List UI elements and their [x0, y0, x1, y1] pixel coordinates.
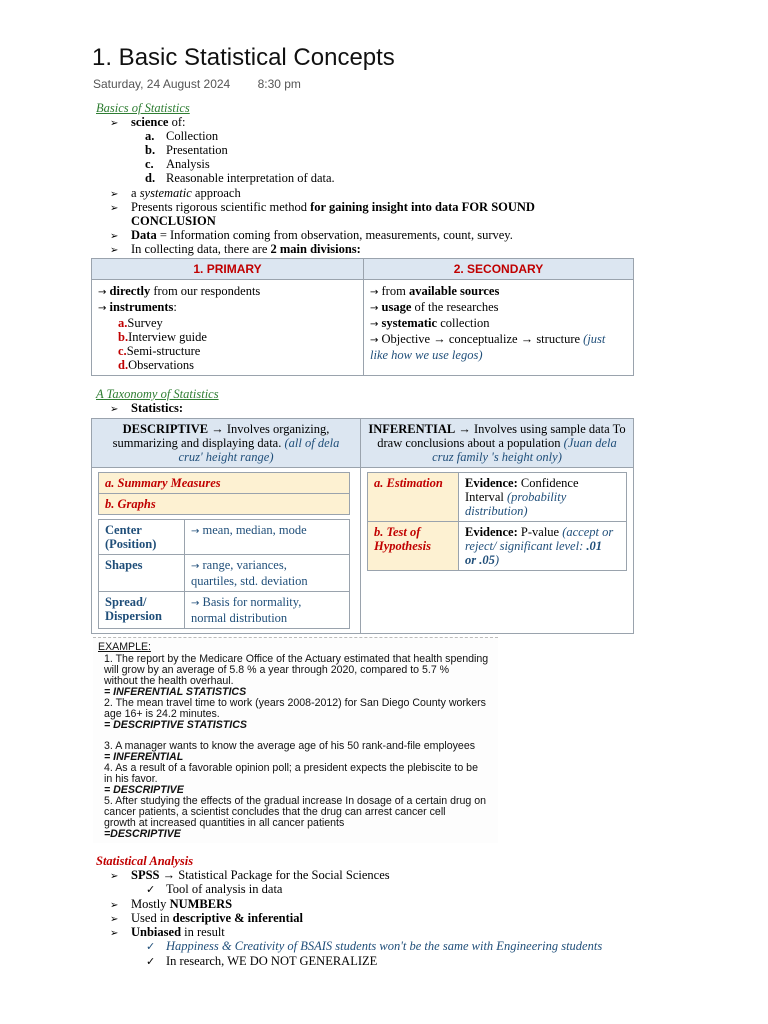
table-row: [99, 520, 350, 555]
list-item-text: Reasonable interpretation of data.: [166, 171, 335, 185]
table-row: [368, 522, 627, 571]
graphs-label: b. Graphs: [99, 494, 350, 515]
bullet-arrow-icon: ➢: [110, 189, 119, 200]
measure-label: Spread/ Dispersion: [99, 592, 185, 629]
spss-text: SPSS → Statistical Package for the Social Sciences: [131, 868, 390, 882]
statistics-label: Statistics:: [131, 401, 184, 415]
example-line: cancer patients, a scientist concludes that the drug can arrest cancer cell: [104, 806, 446, 818]
table-row: [368, 473, 627, 522]
check-icon: ✓: [146, 940, 156, 953]
bullet-arrow-icon: ➢: [110, 203, 119, 214]
list-item-text: Analysis: [166, 157, 210, 171]
example-line: growth at increased quantities in all cancer patients: [104, 817, 345, 829]
taxonomy-table: [91, 418, 634, 634]
bullet-arrow-icon: ➢: [110, 900, 119, 911]
measures-table: [98, 519, 350, 629]
bullet-arrow-icon: ➢: [110, 231, 119, 242]
list-item: a.: [145, 129, 155, 143]
descriptive-cell: DESCRIPTIVE → Involves organizing, summarizing and displaying data. (all of dela cruz' height range): [92, 419, 361, 468]
divisions-table: [91, 258, 634, 376]
example-line: in his favor.: [104, 773, 158, 785]
example-line: will grow by an average of 5.8 % a year through 2020, compared to 5.7 %: [104, 664, 450, 676]
unbiased-text: Unbiased in result: [131, 925, 225, 939]
date: Saturday, 24 August 2024: [93, 77, 231, 91]
systematic-text: a systematic approach: [131, 186, 241, 200]
example-line: 4. As a result of a favorable opinion poll; a president expects the plebiscite to be: [104, 762, 478, 774]
example-line: 1. The report by the Medicare Office of the Actuary estimated that health spending: [104, 653, 489, 665]
example-answer: = INFERENTIAL: [104, 751, 184, 763]
secondary-cell: → from available sources → usage of the researches → systematic collection → Objective → conceptualize → structure (just like how we use legos): [364, 280, 634, 376]
collect-text: In collecting data, there are 2 main divisions:: [131, 242, 361, 256]
bullet-arrow-icon: ➢: [110, 118, 119, 129]
primary-cell: → directly from our respondents → instruments: a.Survey b.Interview guide c.Semi-structure d.Observations: [92, 280, 364, 376]
table-row: [99, 555, 350, 592]
descriptive-detail-cell: [92, 468, 361, 634]
measure-value: → mean, median, mode: [185, 520, 350, 555]
section-heading-analysis: Statistical Analysis: [96, 854, 194, 868]
summary-table: [98, 472, 350, 515]
example-answer: = DESCRIPTIVE: [104, 784, 184, 796]
inferential-cell: INFERENTIAL → Involves using sample data To draw conclusions about a population (Juan dela cruz family 's height only): [361, 419, 634, 468]
bullet-arrow-icon: ➢: [110, 404, 119, 415]
example-heading: EXAMPLE:: [98, 641, 151, 653]
presents-text: Presents rigorous scientific method for gaining insight into data FOR SOUND: [131, 200, 535, 214]
section-heading-basics: Basics of Statistics: [96, 101, 190, 115]
inferential-table: [367, 472, 627, 571]
tool-text: Tool of analysis in data: [166, 882, 283, 896]
inferential-detail-cell: [361, 468, 634, 634]
measure-label: Center (Position): [99, 520, 185, 555]
example-answer: =DESCRIPTIVE: [104, 828, 181, 840]
used-text: Used in descriptive & inferential: [131, 911, 303, 925]
measure-value: → Basis for normality, normal distribution: [185, 592, 350, 629]
page-title: 1. Basic Statistical Concepts: [92, 44, 395, 71]
primary-header: 1. PRIMARY: [92, 259, 364, 280]
list-item: b.: [145, 143, 156, 157]
estimation-label: a. Estimation: [368, 473, 459, 522]
bullet-arrow-icon: ➢: [110, 928, 119, 939]
bullet-arrow-icon: ➢: [110, 245, 119, 256]
time: 8:30 pm: [257, 77, 301, 91]
list-item-text: Presentation: [166, 143, 228, 157]
measure-value: → range, variances, quartiles, std. deviation: [185, 555, 350, 592]
bullet-arrow-icon: ➢: [110, 871, 119, 882]
happiness-text: Happiness & Creativity of BSAIS students won't be the same with Engineering students: [166, 939, 603, 953]
test-evidence: Evidence: P-value (accept or reject/ significant level: .01 or .05): [459, 522, 627, 571]
check-icon: ✓: [146, 883, 156, 896]
data-definition: Data = Information coming from observation, measurements, count, survey.: [131, 228, 513, 242]
test-hypothesis-label: b. Test of Hypothesis: [368, 522, 459, 571]
list-item: c.: [145, 157, 154, 171]
science-text: science of:: [131, 115, 186, 129]
presents-text-cont: CONCLUSION: [131, 214, 216, 228]
measure-label: Shapes: [99, 555, 185, 592]
list-item: d.: [145, 171, 156, 185]
list-item-text: Collection: [166, 129, 219, 143]
secondary-header: 2. SECONDARY: [364, 259, 634, 280]
bullet-science: [110, 115, 118, 131]
table-row: [99, 592, 350, 629]
example-line: 3. A manager wants to know the average age of his 50 rank-and-file employees: [104, 740, 476, 752]
summary-measures-label: a. Summary Measures: [99, 473, 350, 494]
example-answer: = INFERENTIAL STATISTICS: [104, 686, 247, 698]
section-heading-taxonomy: A Taxonomy of Statistics: [96, 387, 219, 401]
example-line: 5. After studying the effects of the gradual increase In dosage of a certain drug on: [104, 795, 487, 807]
example-answer: = DESCRIPTIVE STATISTICS: [104, 719, 247, 731]
example-line: age 16+ is 24.2 minutes.: [104, 708, 220, 720]
page-meta: [93, 77, 325, 91]
example-line: without the health overhaul.: [104, 675, 234, 687]
example-line: 2. The mean travel time to work (years 2008-2012) for San Diego County workers: [104, 697, 486, 709]
check-icon: ✓: [146, 955, 156, 968]
estimation-evidence: Evidence: Confidence Interval (probability distribution): [459, 473, 627, 522]
mostly-text: Mostly NUMBERS: [131, 897, 233, 911]
bullet-arrow-icon: ➢: [110, 914, 119, 925]
research-text: In research, WE DO NOT GENERALIZE: [166, 954, 378, 968]
